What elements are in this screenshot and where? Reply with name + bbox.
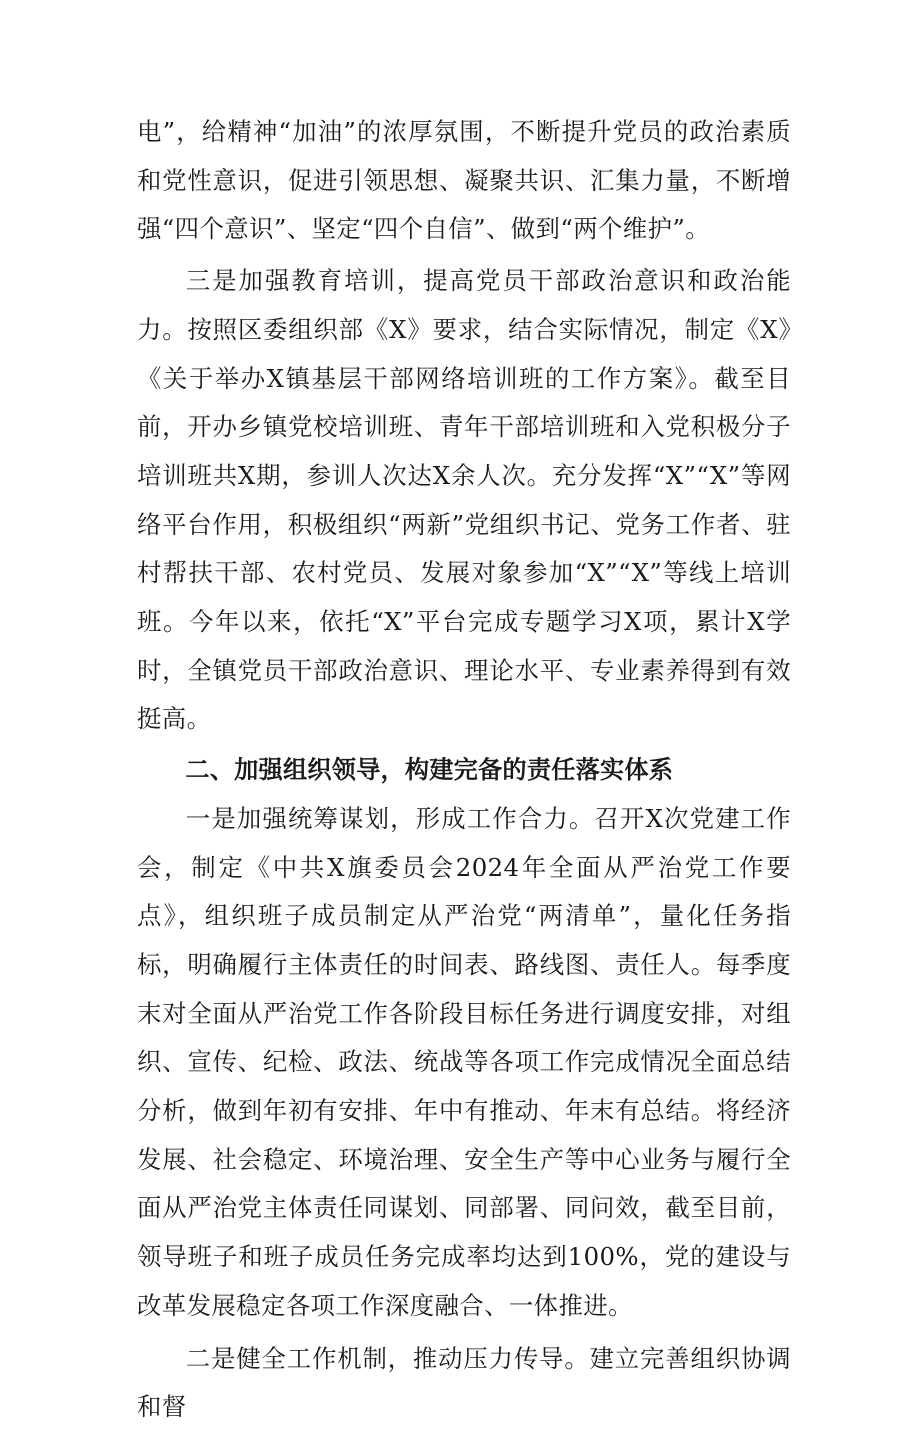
paragraph-work-mechanism: 二是健全工作机制，推动压力传导。建立完善组织协调和督 [137,1343,791,1422]
section-heading-organization: 二、加强组织领导，构建完备的责任落实体系 [185,756,674,785]
document-page [137,108,791,1432]
paragraph-continuation: 电”，给精神“加油”的浓厚氛围，不断提升党员的政治素质和党性意识，促进引领思想、凝聚共识、汇集力量，不断增强“四个意识”、坚定“四个自信”、做到“两个维护”。 [137,117,791,244]
paragraph-education-training: 三是加强教育培训，提高党员干部政治意识和政治能力。按照区委组织部《X》要求，结合实际情况，制定《X》《关于举办X镇基层干部网络培训班的工作方案》。截至目前，开办乡镇党校培训班、青年干部培训班和入党积极分子培训班共X期，参训人次达X余人次。充分发挥“X”“X”等网络平台作用，积极组织“两新”党组织书记、党务工作者、驻村帮扶干部、农村党员、发展对象参加“X”“X”等线上培训班。今年以来，依托“X”平台完成专题学习X项，累计X学时，全镇党员干部政治意识、理论水平、专业素养得到有效挺高。 [137,266,791,734]
paragraph-overall-planning: 一是加强统筹谋划，形成工作合力。召开X次党建工作会，制定《中共X旗委员会2024年全面从严治党工作要点》，组织班子成员制定从严治党“两清单”，量化任务指标，明确履行主体责任的时间表、路线图、责任人。每季度末对全面从严治党工作各阶段目标任务进行调度安排，对组织、宣传、纪检、政法、统战等各项工作完成情况全面总结分析，做到年初有安排、年中有推动、年末有总结。将经济发展、社会稳定、环境治理、安全生产等中心业务与履行全面从严治党主体责任同谋划、同部署、同问效，截至目前，领导班子和班子成员任务完成率均达到100%，党的建设与改革发展稳定各项工作深度融合、一体推进。 [137,803,791,1320]
